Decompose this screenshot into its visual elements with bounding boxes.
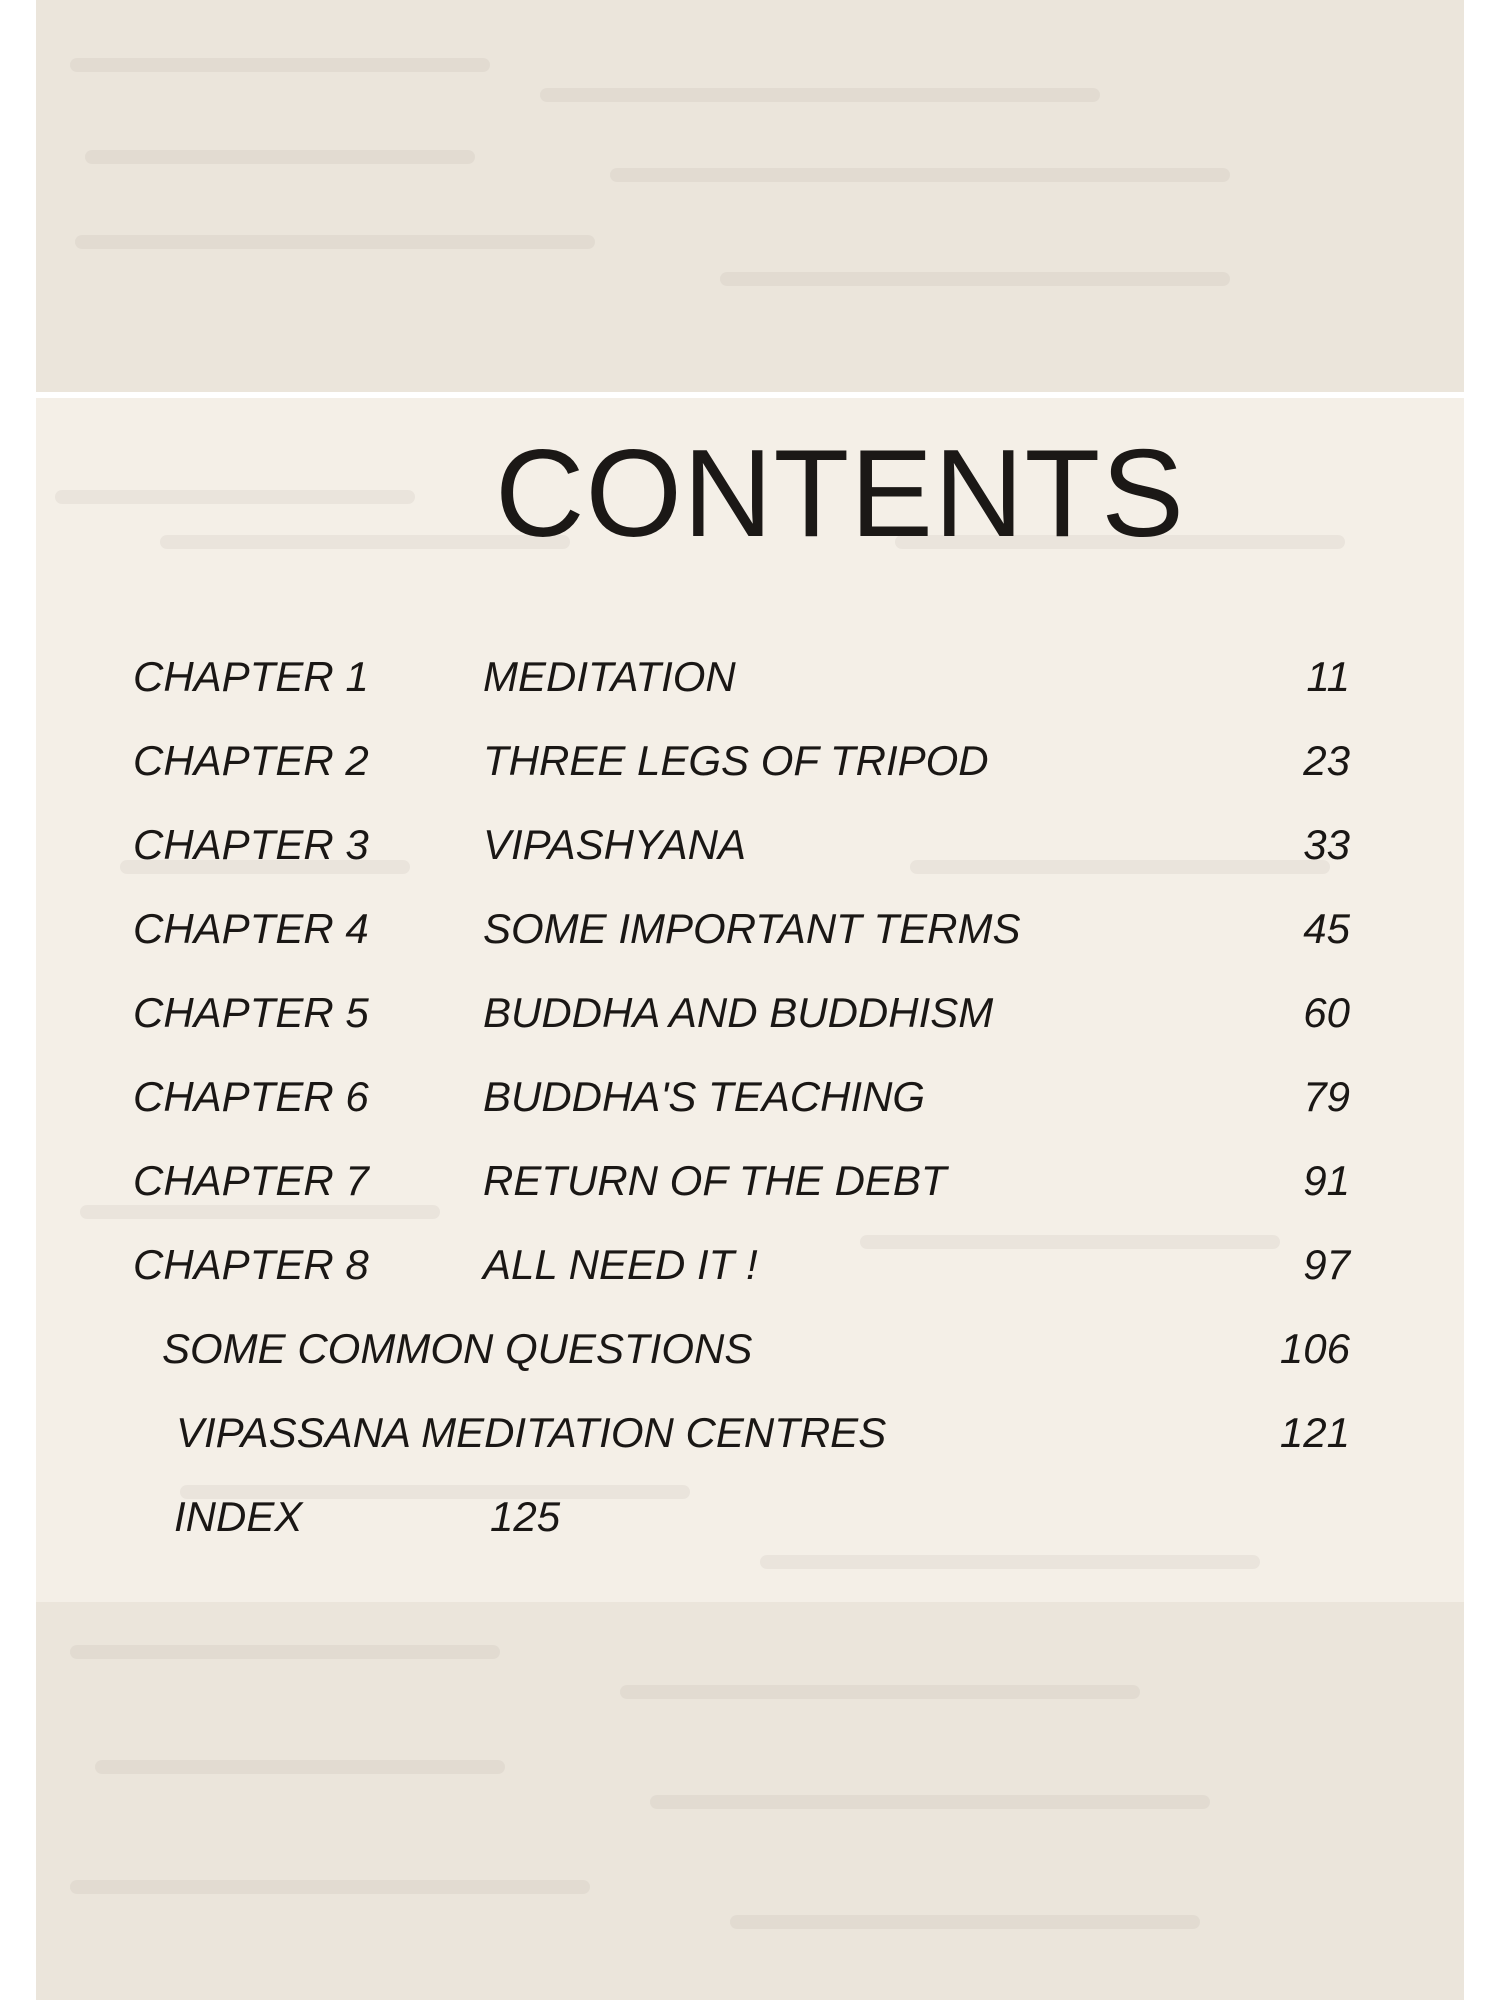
toc-chapter-title: ALL NEED IT ! [483, 1241, 758, 1288]
toc-chapter-label: CHAPTER 7 [133, 1157, 369, 1204]
toc-page-number: 33 [1303, 821, 1350, 868]
toc-chapter-title: BUDDHA AND BUDDHISM [483, 989, 994, 1036]
toc-row-chapter-6[interactable] [0, 1067, 1500, 1127]
toc-page-number: 23 [1303, 737, 1350, 784]
toc-chapter-label: CHAPTER 4 [133, 905, 369, 952]
toc-page-number: 121 [1279, 1409, 1350, 1456]
toc-page-number: 79 [1303, 1073, 1350, 1120]
toc-row-chapter-5[interactable] [0, 983, 1500, 1043]
toc-page-number: 91 [1303, 1157, 1350, 1204]
toc-chapter-title: THREE LEGS OF TRIPOD [483, 737, 989, 784]
page-title: CONTENTS [495, 425, 1185, 563]
toc-page-number: 60 [1303, 989, 1350, 1036]
toc-row-chapter-1[interactable] [0, 647, 1500, 707]
toc-row-chapter-7[interactable] [0, 1151, 1500, 1211]
toc-chapter-label: CHAPTER 3 [133, 821, 369, 868]
toc-chapter-label: CHAPTER 2 [133, 737, 369, 784]
toc-row-chapter-4[interactable] [0, 899, 1500, 959]
toc-row-index[interactable] [0, 1487, 1500, 1547]
toc-extra-title: SOME COMMON QUESTIONS [162, 1325, 753, 1372]
toc-page-number: 125 [490, 1493, 561, 1540]
toc-chapter-label: CHAPTER 6 [133, 1073, 369, 1120]
toc-chapter-label: CHAPTER 1 [133, 653, 369, 700]
toc-row-meditation-centres[interactable] [0, 1403, 1500, 1463]
toc-chapter-title: MEDITATION [483, 653, 736, 700]
toc-page-number: 97 [1303, 1241, 1350, 1288]
toc-row-common-questions[interactable] [0, 1319, 1500, 1379]
toc-chapter-label: CHAPTER 8 [133, 1241, 369, 1288]
toc-page-number: 11 [1306, 653, 1350, 700]
toc-index-label: INDEX [174, 1493, 303, 1540]
toc-page-number: 106 [1279, 1325, 1350, 1372]
toc-extra-title: VIPASSANA MEDITATION CENTRES [176, 1409, 887, 1456]
toc-page-number: 45 [1303, 905, 1350, 952]
toc-row-chapter-8[interactable] [0, 1235, 1500, 1295]
toc-chapter-title: VIPASHYANA [483, 821, 746, 868]
toc-chapter-title: RETURN OF THE DEBT [483, 1157, 947, 1204]
toc-row-chapter-2[interactable] [0, 731, 1500, 791]
toc-row-chapter-3[interactable] [0, 815, 1500, 875]
toc-chapter-title: BUDDHA'S TEACHING [483, 1073, 926, 1120]
toc-chapter-label: CHAPTER 5 [133, 989, 369, 1036]
toc-chapter-title: SOME IMPORTANT TERMS [483, 905, 1021, 952]
